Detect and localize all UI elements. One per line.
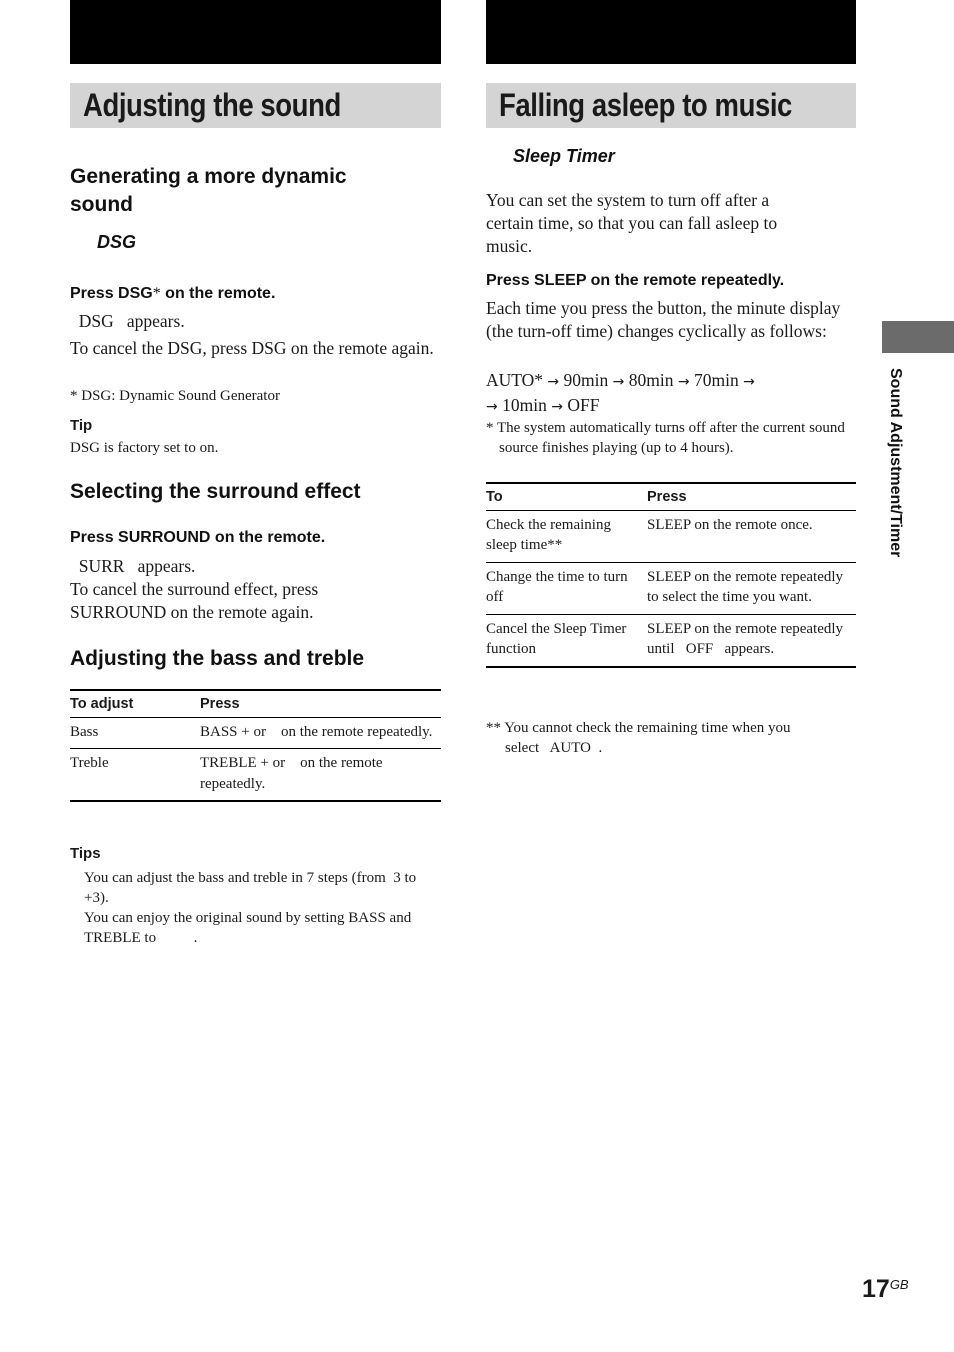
sleep-subtitle: Sleep Timer [513, 146, 615, 166]
table-cell: SLEEP on the remote repeatedly until OFF appears. [647, 614, 856, 667]
right-header-bar [486, 0, 856, 64]
table-cell: Treble [70, 749, 200, 802]
surround-result: SURR appears. [70, 556, 196, 576]
table-cell: SLEEP on the remote once. [647, 510, 856, 562]
table-cell: Cancel the Sleep Timer function [486, 614, 647, 667]
arrow-icon: → [486, 399, 498, 415]
surround-step: Press SURROUND on the remote. [70, 529, 326, 546]
dsg-result: DSG appears. [70, 311, 185, 331]
right-title-text: Falling asleep to music [499, 87, 792, 123]
table-row [70, 749, 441, 802]
surround-cancel: To cancel the surround effect, press SURROUND on the remote again. [70, 579, 319, 622]
table-header-row [486, 483, 856, 510]
bass-treble-tips-label: Tips [70, 845, 101, 862]
table-cell: TREBLE + or on the remote repeatedly. [200, 749, 441, 802]
sleep-desc: Each time you press the button, the minute display (the turn-off time) changes cyclically as follows: [486, 298, 841, 341]
bass-treble-table [70, 689, 441, 802]
arrow-icon: → [547, 374, 560, 390]
dsg-footnote: * DSG: Dynamic Sound Generator [70, 388, 280, 404]
table-cell: Check the remaining sleep time** [486, 510, 647, 562]
list-item: You can adjust the bass and treble in 7 steps (from 3 to +3). [84, 870, 420, 906]
table-row [486, 510, 856, 562]
right-section-title [486, 83, 856, 128]
dsg-heading: Generating a more dynamic sound [70, 165, 347, 216]
footnote-mark: ** [486, 720, 501, 736]
sleep-footnote: * The system automatically turns off after the current sound source finishes playing (up to 4 hours). [486, 420, 845, 456]
table-header: To [486, 483, 647, 510]
dsg-tip-text: DSG is factory set to on. [70, 440, 219, 456]
list-item: You can enjoy the original sound by setting BASS and TREBLE to . [84, 910, 415, 946]
table-row [486, 614, 856, 667]
arrow-icon: → [677, 374, 690, 390]
table-header-row [70, 690, 441, 717]
table-cell: BASS + or on the remote repeatedly. [200, 717, 441, 749]
dsg-step: Press DSG* on the remote. [70, 285, 276, 302]
arrow-icon: → [743, 374, 755, 390]
dsg-step-star: * [152, 285, 161, 302]
left-title-text: Adjusting the sound [83, 87, 341, 123]
page-number: $17^{GB}$ [862, 1275, 909, 1303]
side-tab-label: Sound Adjustment/Timer [887, 368, 904, 558]
table-header: Press [200, 690, 441, 717]
page-suffix: GB [889, 1277, 909, 1292]
arrow-icon: → [612, 374, 625, 390]
left-header-bar [70, 0, 441, 64]
surround-heading: Selecting the surround effect [70, 480, 361, 503]
sleep-intro: You can set the system to turn off after a certain time, so that you can fall asleep to music. [486, 190, 778, 256]
left-section-title [70, 83, 441, 128]
table-cell: Change the time to turn off [486, 562, 647, 614]
table-header: Press [647, 483, 856, 510]
table-row [486, 562, 856, 614]
dsg-cancel: To cancel the DSG, press DSG on the remote again. [70, 338, 434, 358]
sleep-table [486, 482, 856, 668]
table-cell: Bass [70, 717, 200, 749]
sleep-sequence [486, 369, 755, 419]
sleep-sequence-line1: AUTO* → 90min → 80min → 70min → [486, 370, 755, 390]
bass-treble-heading: Adjusting the bass and treble [70, 647, 365, 670]
bass-treble-tips [84, 868, 434, 948]
arrow-icon: → [551, 399, 563, 415]
sleep-footnote-2: ** You cannot check the remaining time when you select AUTO . [486, 720, 791, 756]
dsg-subtitle: DSG [97, 232, 137, 252]
sleep-step: Press SLEEP on the remote repeatedly. [486, 272, 785, 289]
sleep-sequence-line2: → 10min → OFF [486, 395, 600, 415]
table-header: To adjust [70, 690, 200, 717]
table-cell: SLEEP on the remote repeatedly to select the time you want. [647, 562, 856, 614]
dsg-tip-label: Tip [70, 417, 93, 434]
side-tab-marker [882, 321, 954, 353]
table-row [70, 717, 441, 749]
